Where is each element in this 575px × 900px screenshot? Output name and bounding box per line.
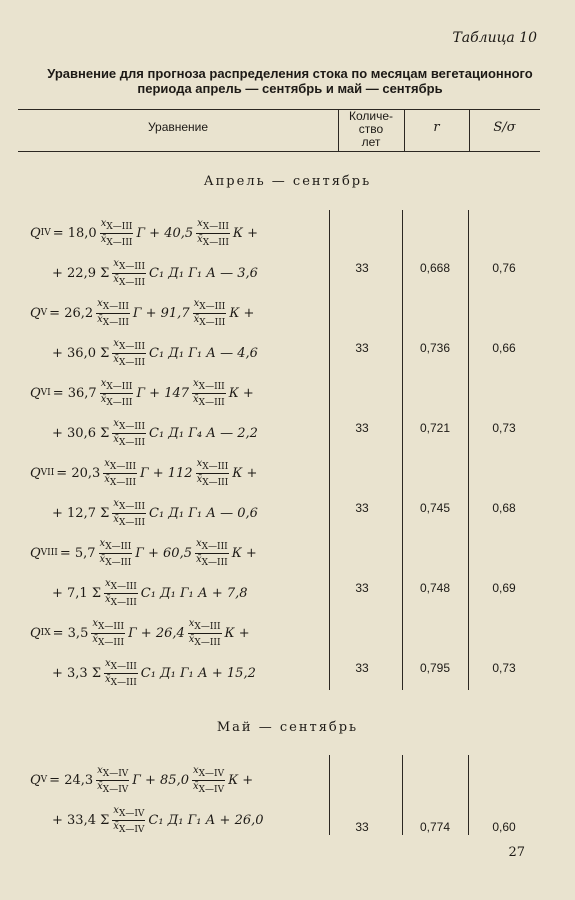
fraction-numerator-subscript: X—III bbox=[106, 221, 133, 232]
s-sigma-cell: 0,68 bbox=[492, 501, 516, 515]
fraction bbox=[103, 458, 137, 489]
equation-sum-coefficient: + 3,3 Σ bbox=[52, 665, 102, 681]
fraction-numerator: x bbox=[113, 497, 119, 509]
fraction-denominator-subscript: X—III bbox=[118, 517, 146, 528]
equation-lhs-subscript: IX bbox=[40, 628, 51, 638]
r-cell: 0,745 bbox=[419, 501, 451, 515]
fraction-numerator-subscript: X—III bbox=[106, 381, 133, 392]
fraction-numerator-subscript: X—III bbox=[198, 381, 225, 392]
equation-term: К + bbox=[232, 225, 258, 241]
equation-tail: С₁ Д₁ Г₁ А + 26,0 bbox=[148, 812, 264, 828]
fraction bbox=[91, 618, 125, 649]
header-equation: Уравнение bbox=[147, 120, 209, 134]
fraction-numerator: x bbox=[99, 537, 106, 549]
years-cell: 33 bbox=[355, 661, 369, 675]
fraction-denominator-subscript: X—III bbox=[110, 597, 137, 608]
equation-tail: С₁ Д₁ Г₄ А — 2,2 bbox=[149, 425, 258, 441]
fraction bbox=[99, 538, 133, 569]
r-cell: 0,721 bbox=[419, 421, 451, 435]
fraction-denominator: x̄ bbox=[100, 233, 107, 245]
fraction-numerator: x bbox=[113, 257, 119, 269]
fraction-numerator-subscript: X—III bbox=[118, 261, 146, 272]
fraction-denominator-subscript: X—III bbox=[118, 277, 146, 288]
equation-term: Г + 147 bbox=[136, 385, 190, 401]
fraction-denominator: x̄ bbox=[104, 473, 110, 485]
equation-line-1 bbox=[30, 613, 250, 653]
equation-lhs: Q bbox=[30, 772, 41, 788]
section-title-april-september: Апрель — сентябрь bbox=[203, 174, 372, 189]
equation-line-2 bbox=[52, 333, 258, 373]
fraction-numerator-subscript: X—III bbox=[118, 501, 146, 512]
equation-lhs: Q bbox=[30, 385, 41, 401]
fraction bbox=[112, 805, 145, 836]
fraction-denominator-subscript: X—III bbox=[102, 317, 129, 328]
fraction-numerator-subscript: X—III bbox=[199, 301, 226, 312]
header-bottom-rule bbox=[18, 151, 540, 152]
fraction bbox=[96, 765, 129, 796]
fraction-denominator-subscript: X—III bbox=[202, 477, 229, 488]
header-years-line-1: Количе- bbox=[348, 109, 394, 123]
fraction-denominator-subscript: X—III bbox=[198, 397, 225, 408]
fraction-numerator-subscript: X—III bbox=[109, 461, 136, 472]
equation-lhs: Q bbox=[30, 225, 41, 241]
equation-tail: С₁ Д₁ Г₁ А — 4,6 bbox=[149, 345, 258, 361]
fraction-numerator: x bbox=[113, 417, 119, 429]
equation-tail: С₁ Д₁ Г₁ А — 3,6 bbox=[149, 265, 258, 281]
fraction bbox=[104, 658, 138, 689]
equation-sum-coefficient: + 33,4 Σ bbox=[52, 812, 110, 828]
body-divider-3 bbox=[468, 210, 469, 690]
equation-line-2 bbox=[52, 493, 258, 533]
fraction-numerator-subscript: X—III bbox=[102, 301, 129, 312]
s-sigma-cell: 0,69 bbox=[492, 581, 516, 595]
equation-coefficient: = 24,3 bbox=[49, 772, 94, 788]
fraction-denominator: x̄ bbox=[99, 553, 106, 565]
fraction-numerator: x bbox=[196, 457, 203, 469]
equation-term: Г + 91,7 bbox=[132, 305, 190, 321]
s-sigma-cell: 0,73 bbox=[492, 421, 516, 435]
equation-coefficient: = 3,5 bbox=[52, 625, 89, 641]
equation-line-1 bbox=[30, 373, 254, 413]
fraction-numerator-subscript: X—III bbox=[118, 341, 146, 352]
header-years bbox=[338, 110, 404, 149]
years-cell: 33 bbox=[355, 421, 369, 435]
equation-sum-coefficient: + 12,7 Σ bbox=[52, 505, 110, 521]
equation-lhs-subscript: VII bbox=[40, 468, 55, 478]
table-caption bbox=[30, 66, 550, 96]
equation-term: К + bbox=[232, 465, 258, 481]
equation-term: Г + 40,5 bbox=[136, 225, 194, 241]
equation-sum-coefficient: + 7,1 Σ bbox=[52, 585, 102, 601]
fraction-numerator: x bbox=[100, 217, 107, 229]
fraction-denominator: x̄ bbox=[113, 820, 119, 832]
fraction-denominator-subscript: X—III bbox=[105, 557, 132, 568]
equation-term: К + bbox=[228, 772, 254, 788]
fraction bbox=[100, 218, 134, 249]
equation-lhs-subscript: V bbox=[40, 308, 48, 318]
equation-term: К + bbox=[224, 625, 250, 641]
fraction-denominator: x̄ bbox=[192, 780, 199, 792]
r-cell: 0,774 bbox=[419, 820, 451, 834]
years-cell: 33 bbox=[355, 581, 369, 595]
fraction-denominator-subscript: X—III bbox=[109, 477, 136, 488]
fraction-denominator: x̄ bbox=[195, 553, 202, 565]
fraction bbox=[195, 538, 229, 569]
equation-lhs-subscript: IV bbox=[40, 228, 51, 238]
header-s-sigma: S/σ bbox=[493, 120, 516, 135]
equation-sum-coefficient: + 30,6 Σ bbox=[52, 425, 110, 441]
fraction-numerator: x bbox=[195, 537, 202, 549]
fraction-numerator-subscript: X—III bbox=[194, 621, 221, 632]
fraction-numerator: x bbox=[113, 804, 119, 816]
equation-coefficient: = 36,7 bbox=[52, 385, 97, 401]
fraction-numerator-subscript: X—IV bbox=[198, 768, 225, 779]
equation-lhs-subscript: VI bbox=[40, 388, 51, 398]
equation-lhs: Q bbox=[30, 465, 41, 481]
fraction-denominator: x̄ bbox=[196, 473, 203, 485]
fraction-numerator-subscript: X—III bbox=[105, 541, 132, 552]
fraction-denominator: x̄ bbox=[105, 673, 111, 685]
equation-coefficient: = 18,0 bbox=[52, 225, 97, 241]
equation-sum-coefficient: + 36,0 Σ bbox=[52, 345, 110, 361]
fraction-numerator-subscript: X—III bbox=[110, 661, 137, 672]
fraction-numerator: x bbox=[192, 764, 199, 776]
r-cell: 0,736 bbox=[419, 341, 451, 355]
fraction-numerator: x bbox=[105, 577, 111, 589]
fraction-numerator-subscript: X—III bbox=[201, 541, 228, 552]
equation-line-1 bbox=[30, 213, 258, 253]
equation-line-1 bbox=[30, 453, 257, 493]
fraction-numerator-subscript: X—III bbox=[110, 581, 137, 592]
fraction bbox=[188, 618, 222, 649]
fraction bbox=[112, 418, 146, 449]
equation-tail: С₁ Д₁ Г₁ А + 7,8 bbox=[140, 585, 248, 601]
fraction bbox=[100, 378, 134, 409]
fraction-denominator: x̄ bbox=[188, 633, 195, 645]
fraction-numerator-subscript: X—III bbox=[97, 621, 125, 632]
fraction-numerator: x bbox=[193, 297, 200, 309]
fraction-numerator: x bbox=[105, 657, 111, 669]
s-sigma-cell: 0,66 bbox=[492, 341, 516, 355]
table-number: Таблица 10 bbox=[452, 30, 537, 46]
header-years-line-3: лет bbox=[361, 135, 381, 149]
fraction-denominator: x̄ bbox=[197, 233, 203, 245]
fraction-denominator: x̄ bbox=[92, 633, 98, 645]
fraction-denominator: x̄ bbox=[193, 393, 199, 405]
equation-line-2 bbox=[52, 413, 258, 453]
fraction-numerator: x bbox=[193, 377, 199, 389]
body-divider-2b bbox=[402, 755, 403, 835]
fraction-denominator: x̄ bbox=[113, 273, 119, 285]
fraction-denominator: x̄ bbox=[113, 513, 119, 525]
fraction-numerator-subscript: X—III bbox=[202, 461, 229, 472]
fraction-denominator-subscript: X—III bbox=[199, 317, 226, 328]
fraction-numerator: x bbox=[197, 217, 203, 229]
equation-lhs-subscript: VIII bbox=[40, 548, 58, 558]
fraction-numerator: x bbox=[100, 377, 107, 389]
fraction-denominator: x̄ bbox=[193, 313, 200, 325]
equation-line-2 bbox=[52, 253, 258, 293]
fraction-numerator: x bbox=[188, 617, 195, 629]
fraction bbox=[192, 378, 226, 409]
body-divider-3b bbox=[468, 755, 469, 835]
years-cell: 33 bbox=[355, 341, 369, 355]
equation-line-2 bbox=[52, 653, 256, 693]
s-sigma-cell: 0,76 bbox=[492, 261, 516, 275]
fraction-denominator: x̄ bbox=[100, 393, 107, 405]
years-cell: 33 bbox=[355, 261, 369, 275]
s-sigma-cell: 0,73 bbox=[492, 661, 516, 675]
fraction bbox=[196, 458, 230, 489]
fraction-numerator: x bbox=[97, 764, 103, 776]
equation-tail: С₁ Д₁ Г₁ А + 15,2 bbox=[140, 665, 256, 681]
body-divider-1 bbox=[329, 210, 330, 690]
fraction-numerator-subscript: X—III bbox=[118, 421, 146, 432]
section-title-may-september: Май — сентябрь bbox=[216, 720, 359, 735]
equation-term: Г + 112 bbox=[140, 465, 193, 481]
equation-line-1 bbox=[30, 533, 257, 573]
fraction-denominator-subscript: X—IV bbox=[198, 784, 225, 795]
equation-coefficient: = 5,7 bbox=[59, 545, 96, 561]
equation-lhs: Q bbox=[30, 305, 41, 321]
fraction-denominator-subscript: X—III bbox=[201, 557, 228, 568]
equation-term: К + bbox=[228, 385, 254, 401]
caption-line-1: Уравнение для прогноза распределения стока по месяцам вегетационного bbox=[47, 66, 533, 81]
header-top-rule bbox=[18, 109, 540, 110]
fraction-denominator-subscript: X—IV bbox=[118, 824, 145, 835]
fraction-denominator-subscript: X—III bbox=[202, 237, 229, 248]
fraction-denominator: x̄ bbox=[105, 593, 111, 605]
r-cell: 0,795 bbox=[419, 661, 451, 675]
equation-lhs-subscript: V bbox=[40, 775, 48, 785]
equation-lhs: Q bbox=[30, 625, 41, 641]
fraction-denominator: x̄ bbox=[97, 780, 103, 792]
fraction-denominator: x̄ bbox=[113, 353, 119, 365]
equation-lhs: Q bbox=[30, 545, 41, 561]
fraction bbox=[104, 578, 138, 609]
fraction-numerator-subscript: X—IV bbox=[118, 808, 145, 819]
equation-line-2 bbox=[52, 573, 248, 613]
fraction-denominator-subscript: X—III bbox=[194, 637, 221, 648]
r-cell: 0,668 bbox=[419, 261, 451, 275]
body-divider-1b bbox=[329, 755, 330, 835]
equation-coefficient: = 20,3 bbox=[56, 465, 101, 481]
caption-line-2: периода апрель — сентябрь и май — сентябрь bbox=[137, 81, 443, 96]
fraction-denominator-subscript: X—III bbox=[97, 637, 125, 648]
header-years-line-2: ство bbox=[358, 122, 384, 136]
years-cell: 33 bbox=[355, 820, 369, 834]
page-number: 27 bbox=[508, 845, 525, 860]
equation-term: Г + 85,0 bbox=[132, 772, 189, 788]
fraction-denominator-subscript: X—III bbox=[106, 237, 133, 248]
fraction-numerator-subscript: X—IV bbox=[102, 768, 129, 779]
equation-line-1 bbox=[30, 293, 254, 333]
s-sigma-cell: 0,60 bbox=[492, 820, 516, 834]
header-r: r bbox=[433, 120, 440, 135]
equation-line-2 bbox=[52, 800, 264, 840]
fraction-denominator: x̄ bbox=[113, 433, 119, 445]
fraction bbox=[112, 498, 146, 529]
fraction bbox=[96, 298, 130, 329]
fraction bbox=[112, 338, 146, 369]
fraction-numerator: x bbox=[92, 617, 98, 629]
fraction-denominator-subscript: X—IV bbox=[102, 784, 129, 795]
fraction-denominator-subscript: X—III bbox=[110, 677, 137, 688]
body-divider-2 bbox=[402, 210, 403, 690]
equation-line-1 bbox=[30, 760, 253, 800]
fraction bbox=[192, 765, 225, 796]
fraction-denominator-subscript: X—III bbox=[118, 357, 146, 368]
fraction bbox=[193, 298, 227, 329]
fraction-numerator-subscript: X—III bbox=[202, 221, 229, 232]
fraction bbox=[196, 218, 230, 249]
equation-sum-coefficient: + 22,9 Σ bbox=[52, 265, 110, 281]
equation-term: К + bbox=[229, 305, 255, 321]
equation-term: Г + 60,5 bbox=[135, 545, 192, 561]
fraction-denominator: x̄ bbox=[97, 313, 103, 325]
fraction-denominator-subscript: X—III bbox=[118, 437, 146, 448]
fraction-numerator: x bbox=[113, 337, 119, 349]
equation-coefficient: = 26,2 bbox=[49, 305, 94, 321]
fraction-denominator-subscript: X—III bbox=[106, 397, 133, 408]
equation-tail: С₁ Д₁ Г₁ А — 0,6 bbox=[149, 505, 258, 521]
fraction-numerator: x bbox=[104, 457, 110, 469]
equation-term: К + bbox=[231, 545, 257, 561]
r-cell: 0,748 bbox=[419, 581, 451, 595]
fraction bbox=[112, 258, 146, 289]
years-cell: 33 bbox=[355, 501, 369, 515]
fraction-numerator: x bbox=[97, 297, 103, 309]
equation-term: Г + 26,4 bbox=[128, 625, 185, 641]
